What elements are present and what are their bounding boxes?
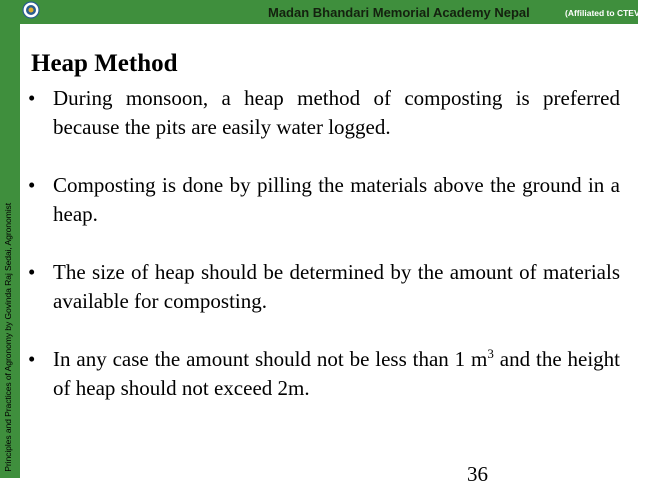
academy-emblem-icon: [22, 1, 40, 19]
bullet-text-before: In any case the amount should not be less than 1 m: [53, 347, 488, 371]
header-title: Madan Bhandari Memorial Academy Nepal: [268, 5, 530, 20]
bullet-list: [28, 84, 620, 432]
sidebar: [0, 0, 20, 478]
header-bar: [20, 0, 648, 24]
bullet-item: [28, 345, 620, 403]
sidebar-author-text: Principles and Practices of Agronomy by Govinda Raj Sedai, Agronomist: [3, 203, 13, 472]
slide-title: Heap Method: [31, 50, 178, 77]
bullet-item: • Composting is done by pilling the materials above the ground in a heap.: [28, 171, 620, 229]
superscript: 3: [487, 346, 494, 361]
bullet-item: • The size of heap should be determined by the amount of materials available for composting.: [28, 258, 620, 316]
bullet-text-after: and the height of heap should not exceed 2m.: [53, 347, 621, 400]
bullet-item: • During monsoon, a heap method of composting is preferred because the pits are easily water logged.: [28, 84, 620, 142]
page-number: 36: [467, 462, 488, 486]
header-affiliation: (Affiliated to CTEVT): [565, 8, 648, 18]
